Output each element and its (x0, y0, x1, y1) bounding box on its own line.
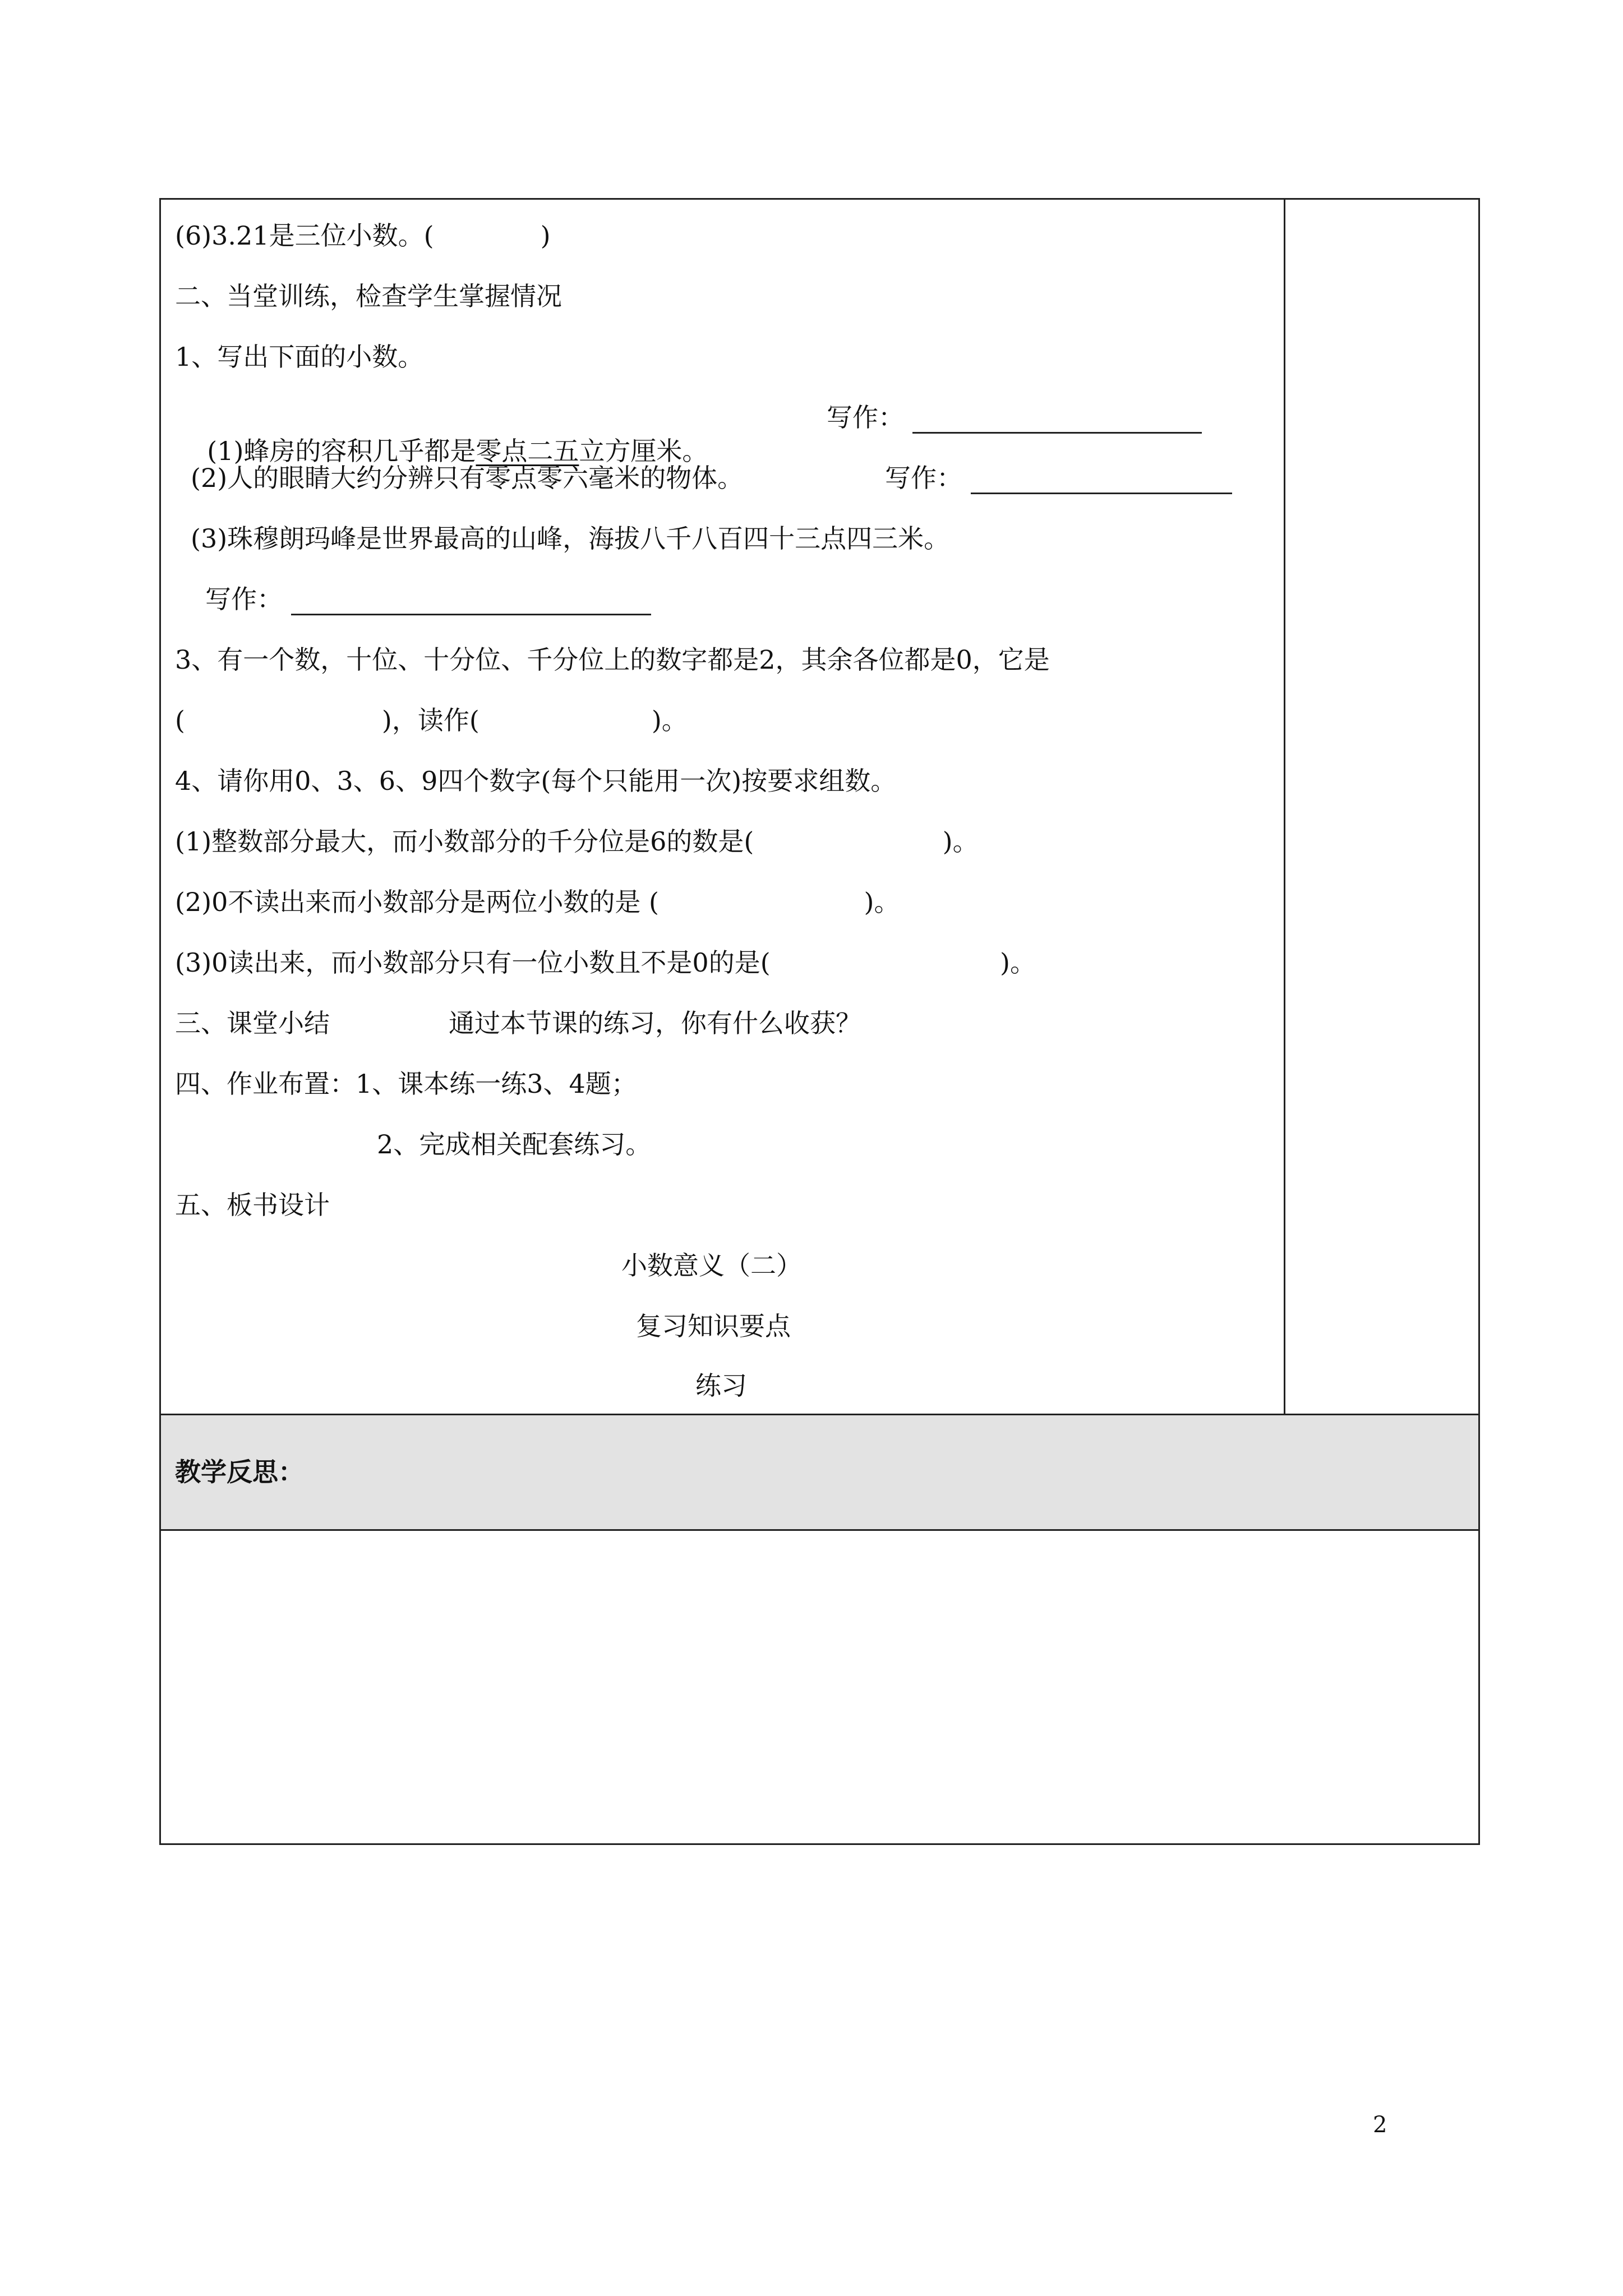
page-number: 2 (1373, 2112, 1387, 2138)
item-6: (6)3.21是三位小数。( ) (175, 220, 551, 251)
section-3-heading: 三、课堂小结 (175, 1008, 330, 1038)
exercise-1-item-1 (191, 401, 708, 468)
exercise-3-answer: ( )，读作( )。 (175, 705, 688, 735)
item-3-write-label: 写作： (205, 584, 283, 614)
exercise-1-item-3: (3)珠穆朗玛峰是世界最高的山峰，海拔八千八百四十三点四三米。 (191, 523, 950, 554)
exercise-4-item-2: (2)0不读出来而小数部分是两位小数的是 ( )。 (175, 887, 900, 917)
item-1-text: (1)蜂房的容积几乎都是 (207, 436, 476, 466)
exercise-4-item-3: (3)0读出来，而小数部分只有一位小数且不是0的是( )。 (175, 947, 1036, 978)
column-divider (1284, 198, 1285, 1415)
homework-item-2: 2、完成相关配套练习。 (377, 1129, 652, 1159)
exercise-4-item-1: (1)整数部分最大，而小数部分的千分位是6的数是( )。 (175, 826, 979, 857)
row-divider-2 (159, 1529, 1480, 1531)
section-3-prompt: 通过本节课的练习，你有什么收获？ (449, 1008, 861, 1038)
board-title: 小数意义（二） (621, 1250, 802, 1281)
board-item-1: 复习知识要点 (636, 1311, 791, 1341)
board-item-2: 练习 (695, 1370, 747, 1401)
item-1-answer-blank[interactable] (912, 432, 1202, 434)
section-5-heading: 五、板书设计 (175, 1190, 330, 1220)
item-2-write-label: 写作： (885, 463, 962, 493)
item-1-text-end: 立方厘米。 (579, 436, 708, 466)
reflection-row (161, 1415, 1478, 1530)
reflection-label: 教学反思： (175, 1457, 304, 1487)
item-2-answer-blank[interactable] (971, 493, 1232, 494)
row-divider-1 (159, 1414, 1480, 1415)
exercise-3: 3、有一个数，十位、十分位、千分位上的数字都是2，其余各位都是0，它是 (175, 645, 1050, 675)
exercise-4: 4、请你用0、3、6、9四个数字(每个只能用一次)按要求组数。 (175, 766, 897, 796)
item-1-write-label: 写作： (827, 402, 904, 432)
item-1-underlined: 零点二五 (476, 436, 579, 466)
exercise-1-item-2: (2)人的眼睛大约分辨只有零点零六毫米的物体。 (191, 463, 744, 493)
exercise-1-heading: 1、写出下面的小数。 (175, 342, 424, 372)
section-4-heading: 四、作业布置：1、课本练一练3、4题； (175, 1069, 637, 1099)
item-3-answer-blank[interactable] (291, 614, 651, 615)
section-2-heading: 二、当堂训练，检查学生掌握情况 (175, 281, 562, 311)
